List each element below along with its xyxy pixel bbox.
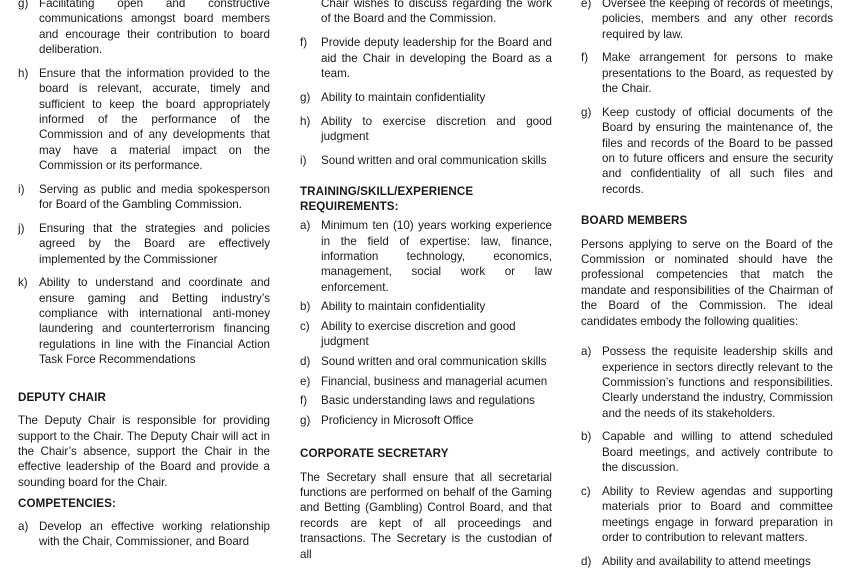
list-item (581, 105, 833, 197)
item-label: g) (18, 0, 29, 10)
list-item (581, 344, 833, 421)
item-label: f) (300, 394, 308, 408)
item-text: Possess the requisite leadership skills and experience in sectors directly relevant to the Commission’s functions and responsibilities. Clearly understand the industry, Commission and the needs of its stakeholders. (602, 345, 833, 420)
item-label: f) (300, 36, 308, 50)
item-label: h) (300, 114, 311, 128)
list-item (300, 299, 552, 314)
item-text: Ability to understand and coordinate and ensure gaming and Betting industry’s compliance with international anti-money laundering and counterterrorism financing regulations in line with the Financial Action Task Force Recommendations (39, 276, 270, 367)
column-left (18, 0, 270, 558)
list-item (18, 182, 270, 213)
item-text: Proficiency in Microsoft Office (321, 413, 474, 427)
item-text: Sound written and oral communication skills (321, 355, 547, 369)
deputy-chair-paragraph: The Deputy Chair is responsible for providing support to the Chair. The Deputy Chair will act in the Chair’s absence, support the Chair in the effective leadership of the Board and provide a sounding board for the Chair. (18, 414, 270, 489)
item-label: d) (581, 554, 592, 568)
list-item (300, 393, 552, 408)
list-item (300, 354, 552, 369)
item-label: j) (18, 221, 25, 235)
list-item (300, 218, 552, 295)
list-item (581, 484, 833, 546)
list-item (581, 50, 833, 96)
list-item (300, 90, 552, 105)
item-text: Ability to exercise discretion and good judgment (321, 320, 516, 349)
column-right (581, 0, 833, 577)
item-text: Capable and willing to attend scheduled Board meetings, and actively contribute to the discussion. (602, 430, 833, 475)
training-list (300, 218, 552, 428)
item-label: c) (300, 320, 310, 334)
board-members-paragraph: Persons applying to serve on the Board of the Commission or nominated should have the professional competencies that match the mandate and responsibilities of the Chairman of the Board of the Commission. The ideal candidates embody the following qualities: (581, 237, 833, 328)
item-text: Provide deputy leadership for the Board and aid the Chair in developing the Board as a team. (321, 36, 552, 81)
item-label: i) (300, 153, 307, 167)
item-text: Ability to maintain confidentiality (321, 90, 486, 104)
list-item (18, 221, 270, 267)
list-item (18, 66, 270, 174)
item-text: Serving as public and media spokesperson for Board of the Gambling Commission. (39, 182, 270, 212)
corporate-secretary-paragraph: The Secretary shall ensure that all secretarial functions are performed on behalf of the Gaming and Betting (Gambling) Control Board, and that records are kept of all proceedings and transactions. The Secretary is the custodian of all (300, 470, 552, 561)
item-text: Ability to maintain confidentiality (321, 300, 486, 314)
section-heading-corporate-secretary: CORPORATE SECRETARY (300, 447, 449, 461)
list-item (300, 319, 552, 350)
list-item (18, 519, 270, 550)
item-label: c) (581, 484, 591, 498)
list-item (300, 35, 552, 81)
item-label: g) (300, 413, 311, 427)
item-label: k) (18, 276, 28, 290)
section-heading-competencies: COMPETENCIES: (18, 497, 116, 511)
item-label: b) (581, 430, 592, 444)
list-item (581, 429, 833, 475)
item-label: g) (300, 90, 311, 104)
list-item (300, 413, 552, 428)
column-middle (300, 0, 552, 568)
list-item (18, 0, 270, 58)
section-heading-board-members: BOARD MEMBERS (581, 214, 688, 228)
item-label: e) (300, 374, 311, 388)
item-text: Ability and availability to attend meetings (602, 554, 811, 568)
item-text: Ability to exercise discretion and good judgment (321, 114, 552, 144)
list-item (581, 554, 833, 569)
item-text: Ability to Review agendas and supporting materials prior to Board and committee meetings engage in forward preparation in order to contribution to relevant matters. (602, 484, 833, 544)
item-label: i) (18, 182, 25, 196)
item-text: Minimum ten (10) years working experience in the field of expertise: law, finance, information technology, economics, management, social work or law enforcement. (321, 219, 552, 294)
list-item (581, 0, 833, 42)
item-text: Ensure that the information provided to the board is relevant, accurate, timely and sufficient to keep the board appropriately informed of the performance of the Commission and of any developments that may have a material impact on the Commission or its performance. (39, 66, 270, 173)
item-label: f) (581, 51, 589, 65)
item-text: Chair wishes to discuss regarding the work of the Board and the Commission. (321, 0, 552, 26)
list-item (300, 0, 552, 27)
list-item (300, 114, 552, 145)
item-label: d) (300, 355, 311, 369)
item-text: Facilitating open and constructive communications amongst board members and encourage their contribution to board deliberation. (39, 0, 270, 57)
section-heading-deputy-chair: DEPUTY CHAIR (18, 390, 106, 404)
item-text: Ensuring that the strategies and policies agreed by the Board are effectively implemented by the Commissioner (39, 221, 270, 266)
section-heading-training: TRAINING/SKILL/EXPERIENCE REQUIREMENTS: (300, 185, 474, 214)
list-item (300, 374, 552, 389)
list-item (18, 275, 270, 367)
item-text: Make arrangement for persons to make presentations to the Board, as requested by the Chair. (602, 51, 833, 96)
item-label: a) (300, 219, 311, 233)
item-text: Oversee the keeping of records of meetings, policies, members and any other records required by law. (602, 0, 833, 41)
list-item (300, 153, 552, 168)
item-text: Financial, business and managerial acumen (321, 374, 548, 388)
item-text: Develop an effective working relationship with the Chair, Commissioner, and Board (39, 519, 270, 548)
item-label: e) (581, 0, 592, 10)
item-label: g) (581, 105, 592, 119)
item-label: a) (581, 345, 592, 359)
item-text: Basic understanding laws and regulations (321, 394, 535, 408)
item-text: Keep custody of official documents of the Board by ensuring the maintenance of, the files and records of the Board to be passed on to future officers and ensure the security and confidentiality of all such files and records. (602, 105, 833, 196)
item-label: a) (18, 519, 29, 533)
item-text: Sound written and oral communication skills (321, 153, 547, 167)
item-label: b) (300, 300, 311, 314)
item-label: h) (18, 66, 29, 80)
